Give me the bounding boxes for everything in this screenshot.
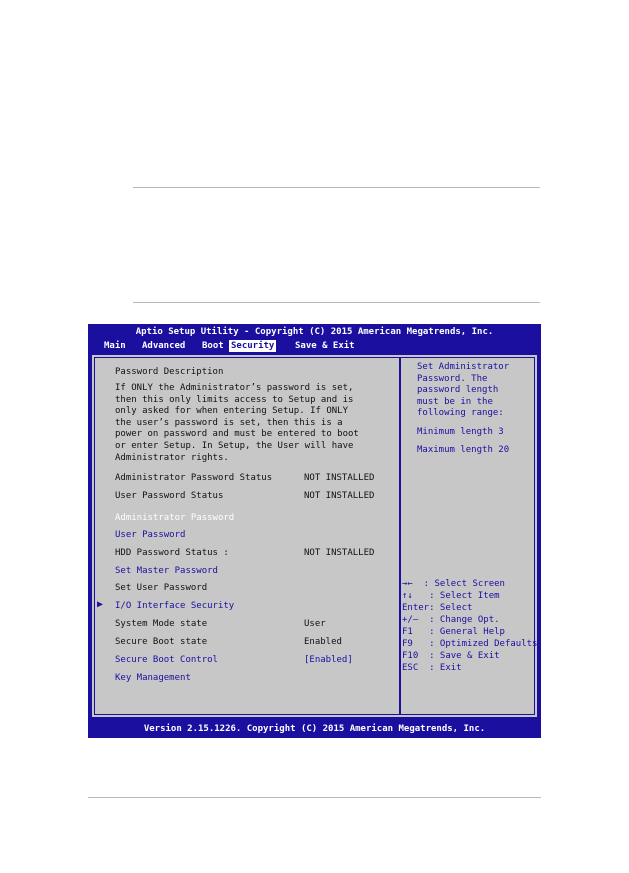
submenu-arrow-icon: ▶ <box>97 599 104 610</box>
help-min-length: Minimum length 3 <box>417 427 504 437</box>
system-mode-label: System Mode state <box>115 619 208 629</box>
bios-title: Aptio Setup Utility - Copyright (C) 2015 American Megatrends, Inc. <box>135 327 494 337</box>
set-master-password-item[interactable]: Set Master Password <box>115 566 218 576</box>
bottom-rule <box>88 797 541 798</box>
tab-security[interactable]: Security <box>231 341 275 351</box>
help-text: Set Administrator Password. The password length must be in the following range: <box>417 362 510 419</box>
hdd-password-status-label: HDD Password Status : <box>115 548 229 558</box>
bios-setup-screen <box>88 324 541 738</box>
system-mode-value: User <box>304 619 326 629</box>
help-max-length: Maximum length 20 <box>417 445 510 455</box>
user-password-status-label: User Password Status <box>115 491 224 501</box>
bios-panel-border <box>94 357 538 715</box>
user-password-item[interactable]: User Password <box>115 530 186 540</box>
set-user-password-label: Set User Password <box>115 583 208 593</box>
bios-footer: Version 2.15.1226. Copyright (C) 2015 American Megatrends, Inc. <box>143 724 486 734</box>
key-management-item[interactable]: Key Management <box>115 673 191 683</box>
menu-bar <box>88 340 541 352</box>
admin-password-status-value: NOT INSTALLED <box>304 473 375 483</box>
secure-boot-state-label: Secure Boot state <box>115 637 208 647</box>
secure-boot-state-value: Enabled <box>304 637 342 647</box>
password-description-heading: Password Description <box>115 367 224 377</box>
admin-password-status-label: Administrator Password Status <box>115 473 273 483</box>
user-password-status-value: NOT INSTALLED <box>304 491 375 501</box>
bios-panel <box>91 354 538 718</box>
tab-save-exit[interactable]: Save & Exit <box>295 341 355 351</box>
tab-boot[interactable]: Boot <box>202 341 224 351</box>
key-legend: →← : Select Screen ↑↓ : Select Item Enter: Select +/— : Change Opt. F1 : General Help F9 : Optimized Defaults F10 : Save & Exit ESC : Exit <box>402 579 538 673</box>
hdd-password-status-value: NOT INSTALLED <box>304 548 375 558</box>
middle-rule <box>133 302 540 303</box>
secure-boot-control-value[interactable]: [Enabled] <box>304 655 353 665</box>
secure-boot-control-item[interactable]: Secure Boot Control <box>115 655 218 665</box>
tab-advanced[interactable]: Advanced <box>142 341 186 351</box>
io-interface-security-item[interactable]: I/O Interface Security <box>115 601 235 611</box>
password-description-text: If ONLY the Administrator’s password is set, then this only limits access to Setup and is only asked for when entering Setup. If ONLY the user’s password is set, then this is a power on password and must be entered to boot or enter Setup. In Setup, the User will have Administrator rights. <box>115 383 359 463</box>
panel-divider <box>399 358 401 714</box>
administrator-password-item[interactable]: Administrator Password <box>115 513 235 523</box>
top-rule <box>133 187 540 188</box>
tab-main[interactable]: Main <box>104 341 126 351</box>
